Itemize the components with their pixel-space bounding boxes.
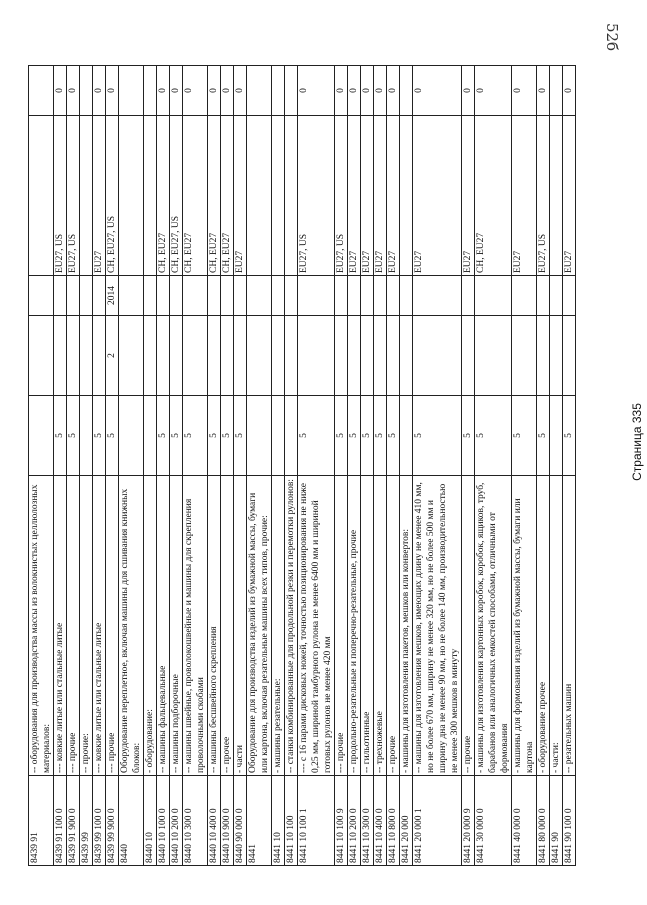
table-row	[285, 66, 298, 866]
cell-code: 8441 10 100 1	[298, 776, 335, 866]
cell-countries: EU27	[563, 116, 576, 276]
cell-description: -- прочие	[462, 476, 475, 776]
cell-year	[462, 276, 475, 316]
cell-duty: 5	[413, 396, 462, 476]
cell-code: 8441 90 100 0	[563, 776, 576, 866]
cell-year	[119, 276, 144, 316]
cell-duty: 5	[54, 396, 67, 476]
cell-duty: 5	[93, 396, 106, 476]
cell-note	[462, 316, 475, 396]
cell-last	[400, 66, 413, 116]
cell-code: 8441	[247, 776, 272, 866]
cell-description: -- прочее	[221, 476, 234, 776]
cell-duty	[144, 396, 157, 476]
cell-last	[29, 66, 54, 116]
cell-description: -- машины для изготовления мешков, имеющих длину не менее 410 мм, но не более 670 мм, ширину не менее 320 мм, но не более 500 мм и ширину дна не менее 90 мм, но не более 140 мм, производительностью не менее 300 мешков в минуту	[413, 476, 462, 776]
cell-year	[361, 276, 374, 316]
cell-duty: 5	[221, 396, 234, 476]
cell-code: 8440 10 300 0	[183, 776, 208, 866]
cell-last	[247, 66, 272, 116]
cell-note	[550, 316, 563, 396]
table-row	[29, 66, 54, 866]
cell-last: 0	[537, 66, 550, 116]
cell-last: 0	[157, 66, 170, 116]
cell-description: --- ковкие литые или стальные литые	[54, 476, 67, 776]
cell-description: --- прочие	[67, 476, 80, 776]
cell-countries	[119, 116, 144, 276]
cell-countries: EU27	[462, 116, 475, 276]
cell-code: 8440	[119, 776, 144, 866]
cell-year	[208, 276, 221, 316]
cell-countries: EU27	[348, 116, 361, 276]
cell-description: -- продольно-резательные и поперечно-резательные, прочие	[348, 476, 361, 776]
cell-year: 2014	[106, 276, 119, 316]
cell-note	[247, 316, 272, 396]
table-row	[157, 66, 170, 866]
cell-description: - машины для изготовления картонных коробок, коробок, ящиков, труб, барабанов или аналогичных емкостей способами, отличными от формования	[475, 476, 512, 776]
cell-duty: 5	[183, 396, 208, 476]
cell-duty: 5	[170, 396, 183, 476]
cell-countries: EU27, US	[298, 116, 335, 276]
cell-countries	[247, 116, 272, 276]
cell-duty	[247, 396, 272, 476]
cell-note: 2	[106, 316, 119, 396]
cell-description: -- оборудования для производства массы из волокнистых целлюлозных материалов:	[29, 476, 54, 776]
cell-countries	[80, 116, 93, 276]
cell-year	[400, 276, 413, 316]
cell-note	[208, 316, 221, 396]
cell-countries: CH, EU27	[221, 116, 234, 276]
table-row	[298, 66, 335, 866]
cell-code: 8440 10 400 0	[208, 776, 221, 866]
cell-countries	[144, 116, 157, 276]
cell-code: 8441 20 000 9	[462, 776, 475, 866]
table-row	[348, 66, 361, 866]
cell-last: 0	[361, 66, 374, 116]
cell-duty: 5	[208, 396, 221, 476]
cell-description: - машины для формования изделий из бумажной массы, бумаги или картона	[512, 476, 537, 776]
cell-note	[413, 316, 462, 396]
cell-duty	[80, 396, 93, 476]
cell-last: 0	[183, 66, 208, 116]
cell-description: - части:	[550, 476, 563, 776]
cell-year	[387, 276, 400, 316]
cell-year	[183, 276, 208, 316]
cell-note	[93, 316, 106, 396]
cell-last: 0	[348, 66, 361, 116]
cell-description: -- машины подборочные	[170, 476, 183, 776]
tariff-body	[29, 66, 576, 866]
cell-year	[170, 276, 183, 316]
cell-duty: 5	[335, 396, 348, 476]
cell-countries: EU27, US	[54, 116, 67, 276]
cell-countries: CH, EU27	[208, 116, 221, 276]
cell-description: -- резательных машин	[563, 476, 576, 776]
cell-year	[285, 276, 298, 316]
table-row	[247, 66, 272, 866]
table-row	[119, 66, 144, 866]
cell-last: 0	[170, 66, 183, 116]
cell-last: 0	[106, 66, 119, 116]
cell-last	[285, 66, 298, 116]
cell-code: 8441 40 000 0	[512, 776, 537, 866]
cell-last: 0	[475, 66, 512, 116]
cell-description: - машины для изготовления пакетов, мешков или конвертов:	[400, 476, 413, 776]
cell-countries	[29, 116, 54, 276]
cell-description: Оборудование переплетное, включая машины для сшивания книжных блоков:	[119, 476, 144, 776]
cell-description: --- прочие	[335, 476, 348, 776]
cell-description: -- машины швейные, проволокошвейные и машины для скрепления проволочными скобами	[183, 476, 208, 776]
cell-note	[387, 316, 400, 396]
cell-duty: 5	[298, 396, 335, 476]
cell-last: 0	[335, 66, 348, 116]
table-row	[512, 66, 537, 866]
cell-duty: 5	[67, 396, 80, 476]
cell-code: 8439 91	[29, 776, 54, 866]
table-row	[54, 66, 67, 866]
cell-description: -- прочие:	[80, 476, 93, 776]
table-row	[374, 66, 387, 866]
table-row	[272, 66, 285, 866]
cell-year	[221, 276, 234, 316]
cell-year	[413, 276, 462, 316]
cell-last: 0	[413, 66, 462, 116]
table-row	[563, 66, 576, 866]
table-row	[400, 66, 413, 866]
cell-year	[157, 276, 170, 316]
cell-code: 8441 10 400 0	[374, 776, 387, 866]
cell-duty: 5	[462, 396, 475, 476]
cell-countries	[272, 116, 285, 276]
cell-duty	[550, 396, 563, 476]
cell-year	[550, 276, 563, 316]
cell-year	[272, 276, 285, 316]
cell-countries: EU27	[93, 116, 106, 276]
cell-code: 8440 10 200 0	[170, 776, 183, 866]
cell-countries: EU27	[413, 116, 462, 276]
cell-duty	[400, 396, 413, 476]
cell-countries: EU27	[361, 116, 374, 276]
cell-code: 8440 90 000 0	[234, 776, 247, 866]
cell-duty: 5	[157, 396, 170, 476]
cell-note	[512, 316, 537, 396]
cell-last: 0	[563, 66, 576, 116]
cell-description: -- станки комбинированные для продольной резки и перемотки рулонов:	[285, 476, 298, 776]
cell-description: - оборудование прочее	[537, 476, 550, 776]
cell-countries: EU27	[374, 116, 387, 276]
cell-code: 8441 10 100 9	[335, 776, 348, 866]
cell-countries	[400, 116, 413, 276]
cell-year	[247, 276, 272, 316]
cell-countries: EU27, US	[335, 116, 348, 276]
cell-year	[54, 276, 67, 316]
tariff-table	[28, 65, 576, 866]
cell-description: - оборудование:	[144, 476, 157, 776]
cell-countries: EU27, US	[67, 116, 80, 276]
cell-last: 0	[93, 66, 106, 116]
cell-last: 0	[298, 66, 335, 116]
cell-duty: 5	[512, 396, 537, 476]
cell-countries: CH, EU27	[475, 116, 512, 276]
table-row	[234, 66, 247, 866]
cell-duty: 5	[475, 396, 512, 476]
cell-countries: CH, EU27, US	[170, 116, 183, 276]
cell-last: 0	[462, 66, 475, 116]
cell-year	[512, 276, 537, 316]
cell-code: 8439 99 900 0	[106, 776, 119, 866]
cell-note	[144, 316, 157, 396]
cell-year	[29, 276, 54, 316]
cell-duty: 5	[537, 396, 550, 476]
cell-code: 8441 90	[550, 776, 563, 866]
cell-note	[183, 316, 208, 396]
cell-duty: 5	[387, 396, 400, 476]
cell-code: 8441 10	[272, 776, 285, 866]
cell-code: 8441 20 000 1	[413, 776, 462, 866]
cell-duty	[285, 396, 298, 476]
cell-note	[298, 316, 335, 396]
cell-duty: 5	[234, 396, 247, 476]
cell-description: --- прочие	[106, 476, 119, 776]
cell-note	[475, 316, 512, 396]
table-row	[387, 66, 400, 866]
cell-note	[374, 316, 387, 396]
cell-last: 0	[374, 66, 387, 116]
cell-note	[80, 316, 93, 396]
table-row	[462, 66, 475, 866]
cell-description: - машины резательные:	[272, 476, 285, 776]
cell-duty: 5	[563, 396, 576, 476]
table-row	[550, 66, 563, 866]
cell-note	[272, 316, 285, 396]
table-row	[93, 66, 106, 866]
page-note: 52б	[602, 22, 621, 52]
table-row	[170, 66, 183, 866]
cell-note	[335, 316, 348, 396]
cell-year	[93, 276, 106, 316]
cell-code: 8440 10	[144, 776, 157, 866]
cell-note	[67, 316, 80, 396]
cell-countries: EU27, US	[537, 116, 550, 276]
table-row	[106, 66, 119, 866]
cell-countries: EU27	[387, 116, 400, 276]
cell-duty	[272, 396, 285, 476]
cell-duty	[29, 396, 54, 476]
cell-description: -- трехножевые	[374, 476, 387, 776]
cell-description: - части	[234, 476, 247, 776]
table-row	[183, 66, 208, 866]
cell-year	[537, 276, 550, 316]
table-row	[475, 66, 512, 866]
cell-last	[272, 66, 285, 116]
cell-last: 0	[387, 66, 400, 116]
table-row	[413, 66, 462, 866]
cell-year	[298, 276, 335, 316]
cell-countries: EU27	[234, 116, 247, 276]
cell-code: 8441 10 300 0	[361, 776, 374, 866]
cell-year	[335, 276, 348, 316]
cell-code: 8439 91 900 0	[67, 776, 80, 866]
cell-year	[475, 276, 512, 316]
cell-note	[361, 316, 374, 396]
cell-last: 0	[234, 66, 247, 116]
cell-description: Оборудование для производства изделий из бумажной массы, бумаги или картона, включая резательные машины всех типов, прочие:	[247, 476, 272, 776]
cell-duty: 5	[374, 396, 387, 476]
table-row	[537, 66, 550, 866]
cell-duty: 5	[106, 396, 119, 476]
table-row	[221, 66, 234, 866]
cell-note	[400, 316, 413, 396]
cell-description: -- гильотинные	[361, 476, 374, 776]
cell-countries: CH, EU27	[157, 116, 170, 276]
cell-last	[80, 66, 93, 116]
cell-countries: CH, EU27, US	[106, 116, 119, 276]
cell-year	[563, 276, 576, 316]
table-row	[67, 66, 80, 866]
cell-countries	[550, 116, 563, 276]
table-row	[80, 66, 93, 866]
cell-duty: 5	[361, 396, 374, 476]
cell-description: --- с 16 парами дисковых ножей, точностью позиционирования не ниже 0,25 мм, шириной тамбурного рулона не менее 6400 мм и шириной готовых рулонов не менее 420 мм	[298, 476, 335, 776]
cell-description: -- машины фальцевальные	[157, 476, 170, 776]
table-row	[208, 66, 221, 866]
cell-code: 8441 20 000	[400, 776, 413, 866]
cell-countries: EU27	[512, 116, 537, 276]
cell-code: 8439 99 100 0	[93, 776, 106, 866]
cell-duty: 5	[348, 396, 361, 476]
cell-year	[374, 276, 387, 316]
cell-last: 0	[54, 66, 67, 116]
cell-code: 8440 10 900 0	[221, 776, 234, 866]
cell-note	[563, 316, 576, 396]
cell-year	[144, 276, 157, 316]
cell-note	[157, 316, 170, 396]
cell-note	[537, 316, 550, 396]
table-row	[144, 66, 157, 866]
cell-year	[80, 276, 93, 316]
cell-code: 8441 10 200 0	[348, 776, 361, 866]
cell-note	[170, 316, 183, 396]
cell-note	[234, 316, 247, 396]
page-footer: Страница 335	[630, 403, 644, 481]
cell-note	[221, 316, 234, 396]
cell-code: 8439 99	[80, 776, 93, 866]
cell-code: 8439 91 100 0	[54, 776, 67, 866]
cell-note	[285, 316, 298, 396]
cell-last	[550, 66, 563, 116]
cell-year	[234, 276, 247, 316]
cell-countries	[285, 116, 298, 276]
cell-code: 8441 10 800 0	[387, 776, 400, 866]
cell-code: 8441 80 000 0	[537, 776, 550, 866]
cell-last	[144, 66, 157, 116]
cell-last	[119, 66, 144, 116]
cell-last: 0	[67, 66, 80, 116]
cell-year	[348, 276, 361, 316]
cell-last: 0	[208, 66, 221, 116]
cell-description: -- прочие	[387, 476, 400, 776]
table-row	[361, 66, 374, 866]
cell-year	[67, 276, 80, 316]
cell-code: 8441 10 100	[285, 776, 298, 866]
cell-note	[29, 316, 54, 396]
cell-duty	[119, 396, 144, 476]
cell-last: 0	[512, 66, 537, 116]
cell-countries: CH, EU27	[183, 116, 208, 276]
cell-description: -- машины бесшвейного скрепления	[208, 476, 221, 776]
cell-code: 8440 10 100 0	[157, 776, 170, 866]
cell-last: 0	[221, 66, 234, 116]
cell-code: 8441 30 000 0	[475, 776, 512, 866]
table-row	[335, 66, 348, 866]
cell-note	[119, 316, 144, 396]
cell-note	[54, 316, 67, 396]
cell-note	[348, 316, 361, 396]
cell-description: --- ковкие литые или стальные литые	[93, 476, 106, 776]
rotated-page	[28, 66, 574, 866]
